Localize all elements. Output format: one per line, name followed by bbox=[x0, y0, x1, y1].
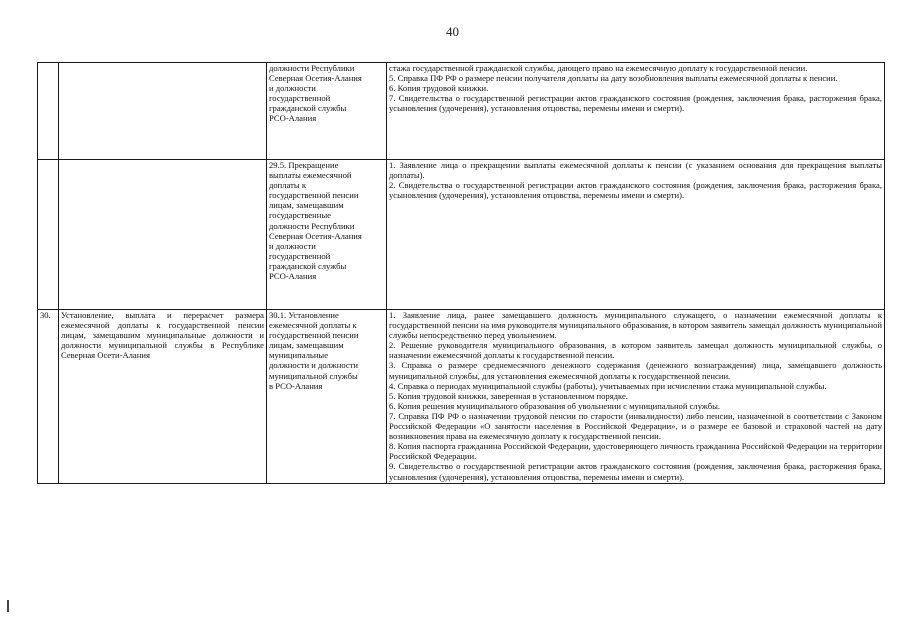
subservice-line: государственной bbox=[269, 250, 331, 261]
subservice-line: 30.1. Установление bbox=[269, 310, 339, 320]
page-number: 40 bbox=[446, 24, 459, 39]
service-name-cell bbox=[59, 63, 267, 160]
service-name-cell: Установление, выплата и перерасчет размера ежемесячной доплаты к государственной пенсии лицам, замещавшим муниципальные должности и должности муниципальной службы в Республике Северная Осети-Алания bbox=[59, 310, 267, 484]
document-item: 6. Копия трудовой книжки. bbox=[389, 83, 489, 94]
document-item: 5. Справка ПФ РФ о размере пенсии получателя доплаты на дату возобновления выплаты ежемесячной доплаты к пенсии. bbox=[389, 73, 838, 84]
margin-mark bbox=[7, 600, 9, 612]
documents-cell bbox=[387, 160, 885, 310]
service-name-cell bbox=[59, 160, 267, 310]
subservice-line: государственной пенсии bbox=[269, 190, 359, 201]
document-item: 7. Справка ПФ РФ о назначении трудовой пенсии по старости (инвалидности) либо пенсии, назначенной в соответствии с Законом Российской Федерации «О занятости населения в Российской Федерации», и о размере ее базовой и страховой частей на дату возникновения права на ежемесячную доплату к государственной пенсии. bbox=[389, 410, 882, 442]
document-item: 7. Свидетельства о государственной регистрации актов гражданского состояния (рождения, заключения брака, расторжения брака, усыновления (удочерения), установления отцовства, перемены имени и смерти). bbox=[389, 93, 882, 114]
subservice-line: государственной пенсии bbox=[269, 330, 359, 341]
table-row bbox=[38, 160, 885, 310]
subservice-line: лицам, замещавшим bbox=[269, 340, 344, 351]
table-row bbox=[38, 310, 885, 484]
documents-cell bbox=[387, 310, 885, 484]
document-item: 9. Свидетельство о государственной регистрации актов гражданского состояния (рождения, заключения брака, расторжения брака, усыновления (удочерения), установления отцовства, перемены имени и смерти). bbox=[389, 461, 882, 482]
subservice-line: должности Республики bbox=[269, 63, 355, 73]
subservice-line: муниципальной службы bbox=[269, 370, 358, 381]
table-row bbox=[38, 63, 885, 160]
subservice-line: ежемесячной доплаты к bbox=[269, 320, 357, 331]
document-item: 2. Свидетельства о государственной регистрации актов гражданского состояния (рождения, заключения брака, расторжения брака, усыновления (удочерения), установления отцовства, перемены имени и смерти). bbox=[389, 180, 882, 201]
services-table bbox=[37, 62, 885, 484]
document-item: 4. Справка о периодах муниципальной службы (работы), учитываемых при исчислении стажа муниципальной службы. bbox=[389, 380, 827, 391]
subservice-line: государственной bbox=[269, 93, 331, 104]
subservice-line: Северная Осетия-Алания bbox=[269, 230, 362, 241]
subservice-line: муниципальные bbox=[269, 350, 329, 361]
subservice-line: государственные bbox=[269, 210, 331, 221]
document-item: 5. Копия трудовой книжки, заверенная в установленном порядке. bbox=[389, 390, 628, 401]
document-item: 8. Копия паспорта гражданина Российской Федерации, удостоверяющего личность гражданина Российской Федерации на территории Российской Федерации. bbox=[389, 441, 882, 462]
subservice-cell bbox=[267, 310, 387, 484]
subservice-cell bbox=[267, 160, 387, 310]
document-item: 6. Копия решения муниципального образования об увольнении с муниципальной службы. bbox=[389, 400, 720, 411]
subservice-line: доплаты к bbox=[269, 180, 307, 191]
subservice-line: должности Республики bbox=[269, 220, 355, 231]
document-item: стажа государственной гражданской службы, дающего право на ежемесячную доплату к государственной пенсии. bbox=[389, 63, 808, 73]
subservice-line: лицам, замещавшим bbox=[269, 200, 344, 211]
subservice-line: РСО-Алания bbox=[269, 271, 317, 282]
row-number-cell bbox=[38, 160, 59, 310]
subservice-line: гражданской службы bbox=[269, 260, 347, 271]
document-item: 2. Решение руководителя муниципального образования, в котором заявитель замещал должность муниципальной службы, о назначении ежемесячной доплаты к государственной пенсии. bbox=[389, 340, 882, 361]
subservice-line: выплаты ежемесячной bbox=[269, 170, 352, 181]
document-item: 3. Справка о размере среднемесячного денежного содержания (денежного вознаграждения) лица, замещавшего должность муниципальной службы, для установления ежемесячной доплаты к государственной пенсии. bbox=[389, 360, 882, 381]
subservice-cell bbox=[267, 63, 387, 160]
subservice-line: 29.5. Прекращение bbox=[269, 160, 339, 170]
subservice-line: и должности bbox=[269, 240, 316, 251]
subservice-line: Северная Осетия-Алания bbox=[269, 73, 362, 84]
subservice-line: должности и должности bbox=[269, 360, 359, 371]
document-item: 1. Заявление лица, ранее замещавшего должность муниципального служащего, о назначении ежемесячной доплаты к государственной пенсии на имя руководителя муниципального образования, в котором заявитель замещал должность муниципальной службы непосредственно перед увольнением. bbox=[389, 310, 882, 341]
subservice-line: РСО-Алания bbox=[269, 113, 317, 124]
row-number-cell: 30. bbox=[38, 310, 59, 484]
subservice-line: гражданской службы bbox=[269, 103, 347, 114]
document-item: 1. Заявление лица о прекращении выплаты ежемесячной доплаты к пенсии (с указанием основания для прекращения выплаты доплаты). bbox=[389, 160, 882, 181]
subservice-line: и должности bbox=[269, 83, 316, 94]
documents-cell bbox=[387, 63, 885, 160]
row-number-cell bbox=[38, 63, 59, 160]
subservice-line: в РСО-Алания bbox=[269, 380, 323, 391]
